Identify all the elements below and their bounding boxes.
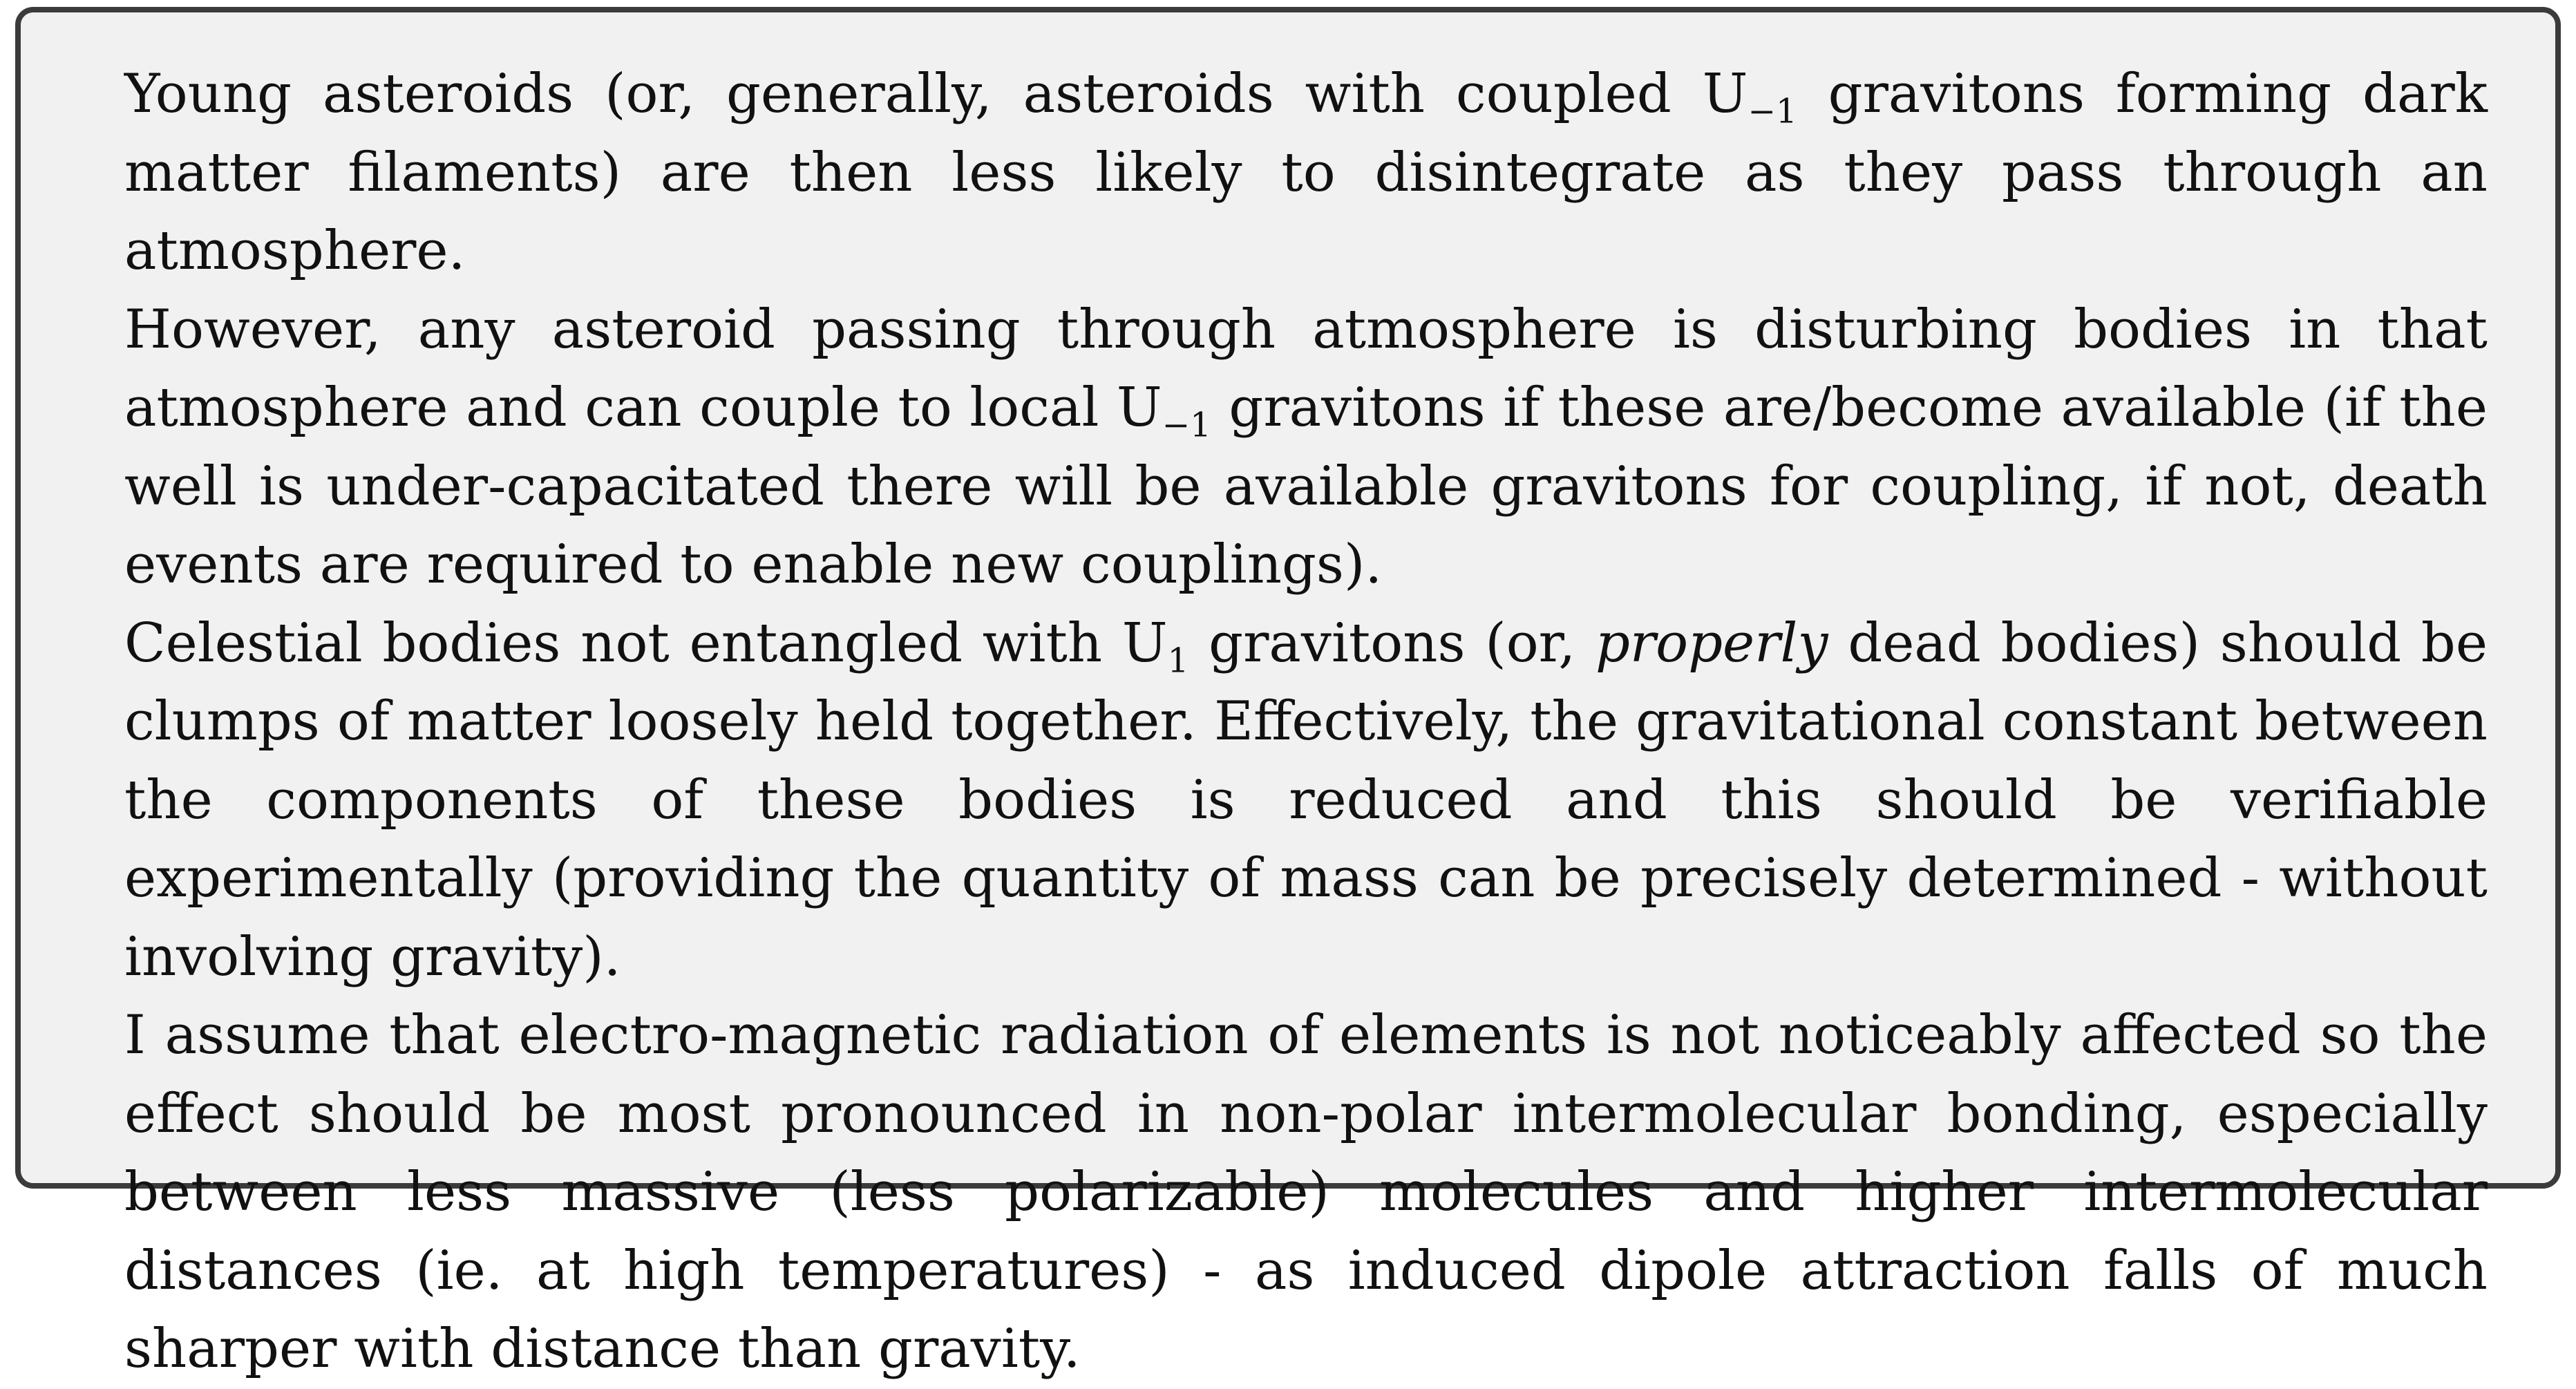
subscript: 1 — [1167, 641, 1189, 680]
text-run: Young asteroids (or, generally, asteroids with coupled U — [124, 63, 1748, 125]
subscript: −1 — [1748, 92, 1797, 131]
text-content — [124, 55, 2488, 1389]
text-run: dead bodies) should be clumps of matter loosely held together. Effectively, the gravitational constant between the components of these bodies is reduced and this should be verifiable experimentally (providing the quantity of mass can be precisely determined - without involving gravity). — [124, 612, 2488, 988]
text-run: I assume that electro-magnetic radiation of elements is not noticeably affected so the effect should be most pronounced in non-polar intermolecular bonding, especially between less massive (less polarizable) molecules and higher intermolecular distances (ie. at high temperatures) - as induced dipole attraction falls of much sharper with distance than gravity. — [124, 1004, 2488, 1380]
emphasis-text: properly — [1595, 612, 1828, 674]
text-run: gravitons if these are/become available (if the well is under-capacitated there will be available gravitons for coupling, if not, death events are required to enable new couplings). — [124, 377, 2488, 596]
paragraph-4 — [124, 996, 2488, 1389]
paragraph-1 — [124, 55, 2488, 291]
subscript: −1 — [1162, 406, 1211, 445]
text-run: gravitons (or, — [1188, 612, 1595, 674]
text-run: Celestial bodies not entangled with U — [124, 612, 1168, 674]
text-run: gravitons forming dark matter filaments) are then less likely to disintegrate as they pass through an atmosphere. — [124, 63, 2488, 282]
text-box — [15, 7, 2561, 1380]
text-run: However, any asteroid passing through atmosphere is disturbing bodies in that atmosphere and can couple to local U — [124, 298, 2488, 439]
paragraph-2 — [124, 291, 2488, 605]
paragraph-3 — [124, 605, 2488, 997]
